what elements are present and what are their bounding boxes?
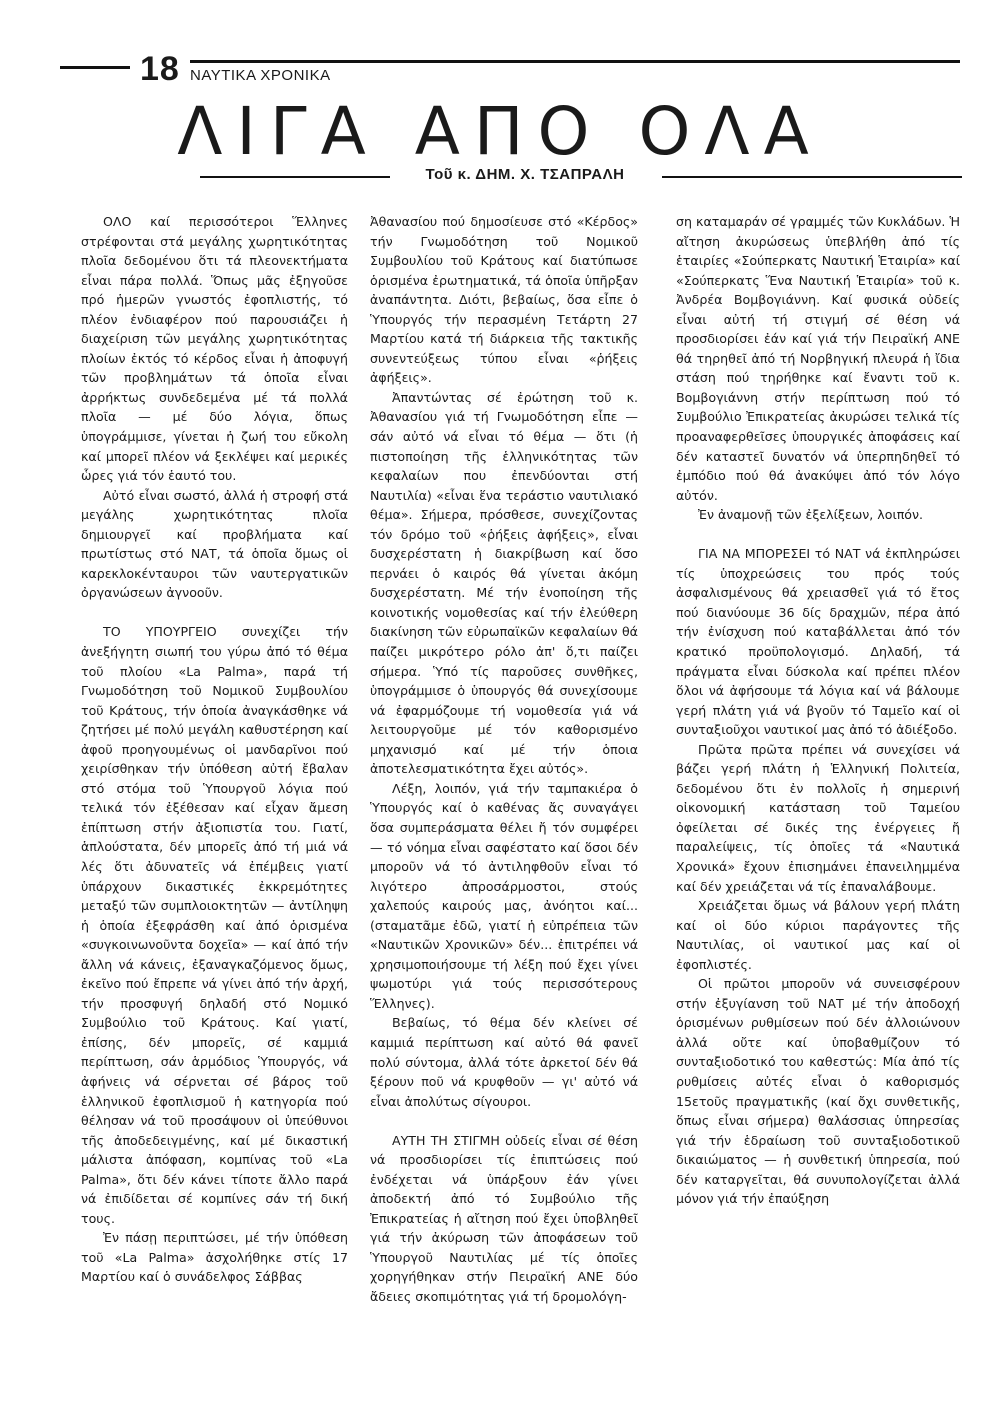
paragraph: ΑΥΤΗ ΤΗ ΣΤΙΓΜΗ οὐδείς εἶναι σέ θέση νά προσδιορίσει τίς ἐπιπτώσεις πού ἐνδέχεται νά ὑπάρξουν ἐάν γίνει ἀποδεκτή ἀπό τό Συμβούλιο τῆς Ἐπικρατείας ἡ αἴτηση πού ἔχει ὑποβληθεῖ γιά τήν ἀκύρωση τῶν ἀποφάσεων τοῦ Ὑπουργοῦ Ναυτιλίας μέ τίς ὁποῖες χορηγήθηκαν στήν Πειραϊκή ΑΝΕ δύο ἄδειες σκοπιμότητας γιά τή δρομολόγη- bbox=[370, 1132, 638, 1305]
paragraph: ση καταμαράν σέ γραμμές τῶν Κυκλάδων. Ἡ αἴτηση ἀκυρώσεως ὑπεβλήθη ἀπό τίς ἑταιρίες «Σούπερκατς Ναυτική Ἑταιρία» καί «Σούπερκατς Ἕνα Ναυτική Ἑταιρία» τοῦ κ. Ἀνδρέα Βομβογιάννη. Καί φυσικά οὐδείς εἶναι αὐτή τή στιγμή σέ θέση νά προσδιορίσει ἐάν καί γιά τήν Πειραϊκή ΑΝΕ θά τηρηθεῖ ἀπό τή Νορβηγική πλευρά ἡ ἴδια στάση πού τηρήθηκε καί ἔναντι τοῦ κ. Βομβογιάννη στήν περίπτωση πού τό Συμβούλιο Ἐπικρατείας ἀκυρώσει τελικά τίς προαναφερθεῖσες ὑπουργικές ἀποφάσεις καί δέν καταστεῖ δυνατόν νά ὑπερπηδηθεῖ τό ἐμπόδιο πού θά ἀνακύψει ἀπό τόν λόγο αὐτόν. bbox=[676, 214, 960, 503]
publication-name: ΝΑΥΤΙΚΑ ΧΡΟΝΙΚΑ bbox=[190, 67, 331, 84]
page-number: 18 bbox=[140, 50, 180, 88]
paragraph: Αὐτό εἶναι σωστό, ἀλλά ἡ στροφή στά μεγάλης χωρητικότητας πλοῖα δημιουργεῖ καί προβλήματα καί πρωτίστως στό ΝΑΤ, τά ὁποῖα ὅμως οἱ καρεκλοκένταυροι τῶν ναυτεργατικῶν ὀργανώσεων ἀγνοοῦν. bbox=[81, 487, 348, 601]
paragraph: ΤΟ ΥΠΟΥΡΓΕΙΟ συνεχίζει τήν ἀνεξήγητη σιωπή του γύρω ἀπό τό θέμα τοῦ πλοίου «La Palma», παρά τή Γνωμοδότηση τοῦ Νομικοῦ Συμβουλίου τοῦ Κράτους, τήν ὁποία ἀναγκάσθηκε νά ζητήσει μέ πολύ μεγάλη καθυστέρηση καί ἀφοῦ προηγουμένως οἱ μανδαρῖνοι πού χειρίσθηκαν τήν ὑπόθεση αὐτή ἔβαλαν στό στόμα τοῦ Ὑπουργοῦ λόγια πού τελικά τόν ἐξέθεσαν καί εἶχαν ἄμεση ἐπίπτωση στήν ἀξιοπιστία του. Γιατί, ἁπλούστατα, δέν μπορεῖς ἀπό τή μιά νά λές ὅτι ἀδυνατεῖς νά ἐπέμβεις γιατί ὑπάρχουν δικαστικές ἐκκρεμότητες μεταξύ τῶν συμπλοιοκτητῶν — ἀντίληψη ἡ ὁποία ἐξεφράσθη καί ἀπό ὁρισμένα «συγκοινωνοῦντα δοχεῖα» — καί ἀπό τήν ἄλλη νά κάνεις, ἐξαναγκαζόμενος ὅμως, ἐκεῖνο πού ἔπρεπε νά γίνει ἀπό τήν ἀρχή, τήν προσφυγή δηλαδή στό Νομικό Συμβούλιο τοῦ Κράτους. Καί γιατί, ἐπίσης, δέν μπορεῖς, σέ καμμιά περίπτωση, σάν ἁρμόδιος Ὑπουργός, νά ἀφήνεις νά σέρνεται σέ βάρος τοῦ ἑλληνικοῦ ἐφοπλισμοῦ ἡ κατηγορία πού θέλησαν νά τοῦ προσάψουν οἱ ὑπεύθυνοι τῆς ἀποδεδειγμένης, καί μέ δικαστική μάλιστα ἀπόφαση, κομπίνας τοῦ «La Palma», ὅτι δέν κάνει τίποτε ἄλλο παρά νά ἐπιδίδεται σέ κομπίνες σάν τή δική τους. bbox=[81, 624, 348, 1226]
byline-rule-right bbox=[662, 176, 962, 178]
paragraph: Πρῶτα πρῶτα πρέπει νά συνεχίσει νά βάζει γερή πλάτη ἡ Ἑλληνική Πολιτεία, δεδομένου ὅτι ἐν πολλοῖς ἡ σημερινή οἰκονομική κατάσταση τοῦ Ταμείου ὀφείλεται σέ δικές της ἐνέργειες ἤ παραλείψεις, τίς ὁποῖες τά «Ναυτικά Χρονικά» ἔχουν ἐπισημάνει ἐπανειλημμένα καί δέν χρειάζεται νά τίς ἐπαναλάβουμε. bbox=[676, 741, 960, 894]
text-column-2 bbox=[370, 212, 638, 1307]
header-rule-right bbox=[190, 60, 960, 63]
paragraph: ΓΙΑ ΝΑ ΜΠΟΡΕΣΕΙ τό ΝΑΤ νά ἐκπληρώσει τίς ὑποχρεώσεις του πρός τούς ἀσφαλισμένους θά χρειασθεῖ γιά τό ἔτος πού διανύουμε 36 δίς δραχμῶν, πέρα ἀπό τήν ἐνίσχυση πού καταβάλλεται ἀπό τόν κρατικό προϋπολογισμό. Δηλαδή, τά πράγματα εἶναι δύσκολα καί πρέπει πλέον ὅλοι νά ἀφήσουμε τά λόγια καί νά βάλουμε γερή πλάτη γιά νά βγοῦν τό Ταμεῖο καί οἱ συνταξιοῦχοι ναυτικοί μας ἀπό τό ἀδιέξοδο. bbox=[676, 546, 960, 738]
paragraph: Οἱ πρῶτοι μποροῦν νά συνεισφέρουν στήν ἐξυγίανση τοῦ ΝΑΤ μέ τήν ἀποδοχή ὁρισμένων ρυθμίσεων πού δέν ἀλλοιώνουν ἀλλά οὔτε καί ὑποβαθμίζουν τό συνταξιοδοτικό του καθεστώς: Μία ἀπό τίς ρυθμίσεις αὐτές εἶναι ὁ καθορισμός 15ετοῦς πραγματικῆς (καί ὄχι συνθετικῆς, ὅπως εἶναι σήμερα) θαλάσσιας ὑπηρεσίας γιά τήν ἑδραίωση τοῦ συνταξιοδοτικοῦ δικαιώματος — ἡ συνθετική ὑπηρεσία, πού δέν καταργεῖται, θά συνυπολογίζεται ἀλλά μόνον γιά τήν ἐπαύξηση bbox=[676, 976, 960, 1207]
byline-rule-left bbox=[200, 176, 390, 178]
paragraph: Ἐν πάσῃ περιπτώσει, μέ τήν ὑπόθεση τοῦ «La Palma» ἀσχολήθηκε στίς 17 Μαρτίου καί ὁ συνάδελφος Σάββας bbox=[81, 1230, 348, 1285]
article-byline: Τοῦ κ. ΔΗΜ. Χ. ΤΣΑΠΡΑΛΗ bbox=[425, 166, 625, 183]
header-rule-left bbox=[60, 66, 130, 69]
paragraph: ΟΛΟ καί περισσότεροι Ἕλληνες στρέφονται στά μεγάλης χωρητικότητας πλοῖα δεδομένου ὅτι τά πλεονεκτήματα εἶναι πάρα πολλά. Ὅπως μᾶς ἐξηγοῦσε πρό ἡμερῶν γνωστός ἐφοπλιστής, τό πλέον ἐνδιαφέρον πού παρουσιάζει ἡ διαχείριση τῶν μεγάλης χωρητικότητας πλοίων ἐκτός τό κέρδος εἶναι ἡ ἀποφυγή τῶν προβλημάτων τά ὁποῖα εἶναι ἀρρήκτως συνδεδεμένα μέ τά πολλά πλοῖα — μέ δύο λόγια, ὅπως ὑπογράμμισε, γίνεται ἡ ζωή του εὔκολη καί μπορεῖ πλέον νά ξεκλέψει καί μερικές ὧρες γιά τόν ἑαυτό του. bbox=[81, 214, 348, 484]
paragraph: Βεβαίως, τό θέμα δέν κλείνει σέ καμμιά περίπτωση καί αὐτό θά φανεῖ πολύ σύντομα, ἀλλά τότε ἀρκετοί δέν θά ξέρουν ποῦ νά κρυφθοῦν — γι' αὐτό νά εἶναι ἀπολύτως σίγουροι. bbox=[370, 1015, 638, 1109]
paragraph: Ἐν ἀναμονῇ τῶν ἐξελίξεων, λοιπόν. bbox=[698, 507, 924, 523]
text-column-1 bbox=[81, 212, 348, 1287]
paragraph: Χρειάζεται ὅμως νά βάλουν γερή πλάτη καί οἱ δύο κύριοι παράγοντες τῆς Ναυτιλίας, οἱ ναυτικοί μας καί οἱ ἐφοπλιστές. bbox=[676, 898, 960, 972]
text-column-3 bbox=[676, 212, 960, 1209]
paragraph: Ἀπαντώντας σέ ἐρώτηση τοῦ κ. Ἀθανασίου γιά τή Γνωμοδότηση εἶπε — σάν αὐτό νά εἶναι τό θέμα — ὅτι (ἡ πιστοποίηση τῆς ἑλληνικότητας τῶν κεφαλαίων που ἐπενδύονται στή Ναυτιλία) «εἶναι ἕνα τεράστιο ναυτιλιακό θέμα». Σήμερα, πρόσθεσε, συνεχίζοντας τόν δρόμο τοῦ «ῥήξεις ἀφήξεις», εἶναι δυσχερέστατη ἡ διακρίβωση καί ὅσο περνάει ὁ καιρός θά γίνεται ἀκόμη δυσχερέστατη. Μέ τήν ἑνοποίηση τῆς κοινοτικής νομοθεσίας καί τήν ἐλεύθερη διακίνηση τῶν εὐρωπαϊκῶν κεφαλαίων θά παίζει μικρότερο ρόλο ἀπ' ὅ,τι παίζει σήμερα. Ὑπό τίς παροῦσες συνθῆκες, ὑπογράμμισε ὁ ὑπουργός θά συνεχίσουμε νά ἐφαρμόζουμε τή νομοθεσία γιά νά λειτουργοῦμε μέ τόν καθορισμένο μηχανισμό καί μέ τήν ὁποια ἀποτελεσματικότητα ἔχει αὐτός». bbox=[370, 389, 638, 777]
article-title: ΛΙΓΑ ΑΠΟ ΟΛΑ bbox=[177, 93, 823, 170]
paragraph: Λέξη, λοιπόν, γιά τήν ταμπακιέρα ὁ Ὑπουργός καί ὁ καθένας ἄς συναγάγει ὅσα συμπεράσματα θέλει ἤ τόν συμφέρει — τό νόημα εἶναι σαφέστατο καί ὅσοι δέν μποροῦν νά τό ἀντιληφθοῦν εἶναι τό λιγότερο ἀπροσάρμοστοι, στούς χαλεπούς καιρούς μας, ἀνόητοι καί... (σταματᾶμε ἐδῶ, γιατί ἡ εὐπρέπεια τῶν «Ναυτικῶν Χρονικῶν» δέν... ἐπιτρέπει νά χρησιμοποιήσουμε τή λέξη πού ἔχει γίνει ψωμοτύρι γιά τούς περισσότερους Ἕλληνες). bbox=[370, 780, 638, 1011]
paragraph: Ἀθανασίου πού δημοσίευσε στό «Κέρδος» τήν Γνωμοδότηση τοῦ Νομικοῦ Συμβουλίου τοῦ Κράτους καί διατύπωσε ὁρισμένα ἐρωτηματικά, τά ὁποῖα ὑπῆρξαν ἀναπάντητα. Διότι, βεβαίως, ὅσα εἶπε ὁ Ὑπουργός τήν περασμένη Τετάρτη 27 Μαρτίου κατά τή διάρκεια τῆς τακτικῆς συνεντεύξεως τύπου εἶναι «ῥήξεις ἀφήξεις». bbox=[370, 214, 638, 386]
